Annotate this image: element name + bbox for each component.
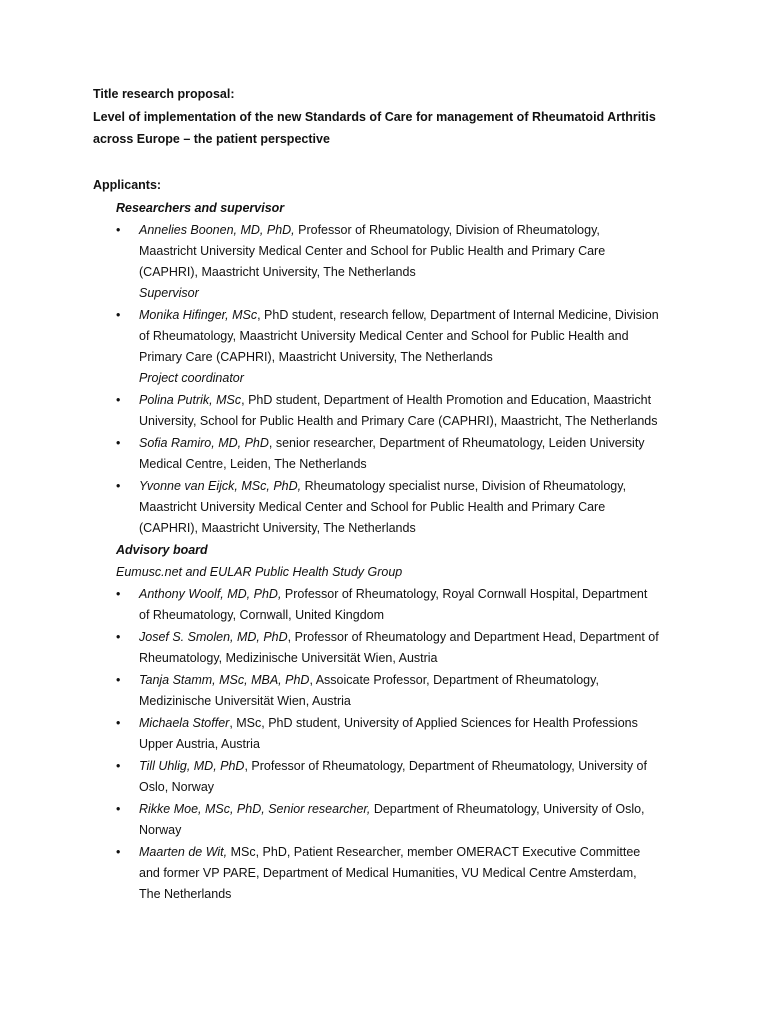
researcher-affiliation-line: University, School for Public Health and Primary Care (CAPHRI), Maastricht, The Netherlands — [139, 414, 658, 428]
researcher-item-ramiro — [139, 433, 645, 454]
researcher-affiliation: , PhD student, Department of Health Promotion and Education, Maastricht — [241, 393, 652, 407]
advisor-affiliation: , Professor of Rheumatology, Department of Rheumatology, University of — [244, 759, 647, 773]
researcher-affiliation-line: Primary Care (CAPHRI), Maastricht University, The Netherlands — [139, 350, 493, 364]
bullet: • — [116, 436, 121, 450]
researcher-name: Annelies Boonen, MD, PhD, — [139, 223, 295, 237]
bullet: • — [116, 630, 121, 644]
advisory-subheading: Eumusc.net and EULAR Public Health Study Group — [116, 565, 403, 579]
bullet: • — [116, 673, 121, 687]
advisor-name: Rikke Moe, MSc, PhD, Senior researcher, — [139, 802, 371, 816]
bullet: • — [116, 223, 121, 237]
researcher-affiliation: Rheumatology specialist nurse, Division of Rheumatology, — [301, 479, 627, 493]
advisor-name: Till Uhlig, MD, PhD — [139, 759, 245, 773]
title-line-2: across Europe – the patient perspective — [93, 132, 330, 146]
advisor-affiliation: , Professor of Rheumatology and Department Head, Department of — [287, 630, 659, 644]
bullet: • — [116, 759, 121, 773]
researcher-role: Supervisor — [139, 286, 199, 300]
researcher-affiliation-line: (CAPHRI), Maastricht University, The Netherlands — [139, 265, 416, 279]
advisor-affiliation-line: and former VP PARE, Department of Medical Humanities, VU Medical Centre Amsterdam, — [139, 866, 637, 880]
researcher-name: Monika Hifinger, MSc — [139, 308, 258, 322]
advisor-item-smolen — [139, 627, 659, 648]
title-label: Title research proposal: — [93, 87, 235, 101]
researcher-affiliation-line: Maastricht University Medical Center and School for Public Health and Primary Care — [139, 244, 606, 258]
researcher-affiliation-line: Maastricht University Medical Center and School for Public Health and Primary Care — [139, 500, 606, 514]
advisor-affiliation-line: The Netherlands — [139, 887, 232, 901]
title-line-1: Level of implementation of the new Standards of Care for management of Rheumatoid Arthritis — [93, 110, 656, 124]
advisor-name: Tanja Stamm, MSc, MBA, PhD — [139, 673, 310, 687]
advisor-item-woolf — [139, 584, 647, 605]
researcher-affiliation: , senior researcher, Department of Rheumatology, Leiden University — [268, 436, 645, 450]
advisor-affiliation-line: Rheumatology, Medizinische Universität Wien, Austria — [139, 651, 438, 665]
researcher-item-hifinger — [139, 305, 659, 326]
advisor-item-moe — [139, 799, 645, 820]
researcher-affiliation: , PhD student, research fellow, Department of Internal Medicine, Division — [257, 308, 659, 322]
researcher-name: Sofia Ramiro, MD, PhD — [139, 436, 269, 450]
researcher-name: Yvonne van Eijck, MSc, PhD, — [139, 479, 302, 493]
researcher-name: Polina Putrik, MSc — [139, 393, 242, 407]
bullet: • — [116, 308, 121, 322]
researcher-affiliation-line: Medical Centre, Leiden, The Netherlands — [139, 457, 367, 471]
bullet: • — [116, 802, 121, 816]
researcher-item-putrik — [139, 390, 651, 411]
researcher-item-boonen — [139, 220, 600, 241]
bullet: • — [116, 845, 121, 859]
advisory-heading: Advisory board — [116, 543, 208, 557]
advisor-item-uhlig — [139, 756, 647, 777]
bullet: • — [116, 716, 121, 730]
advisor-name: Josef S. Smolen — [139, 630, 231, 644]
advisor-affiliation-line: Upper Austria, Austria — [139, 737, 260, 751]
advisor-name: Anthony Woolf, MD, PhD, — [139, 587, 282, 601]
advisor-affiliation: Department of Rheumatology, University of Oslo, — [370, 802, 645, 816]
advisor-item-stoffer — [139, 713, 638, 734]
advisor-item-de-wit — [139, 842, 640, 863]
researcher-affiliation-line: (CAPHRI), Maastricht University, The Netherlands — [139, 521, 416, 535]
bullet: • — [116, 587, 121, 601]
bullet: • — [116, 479, 121, 493]
advisor-affiliation: Professor of Rheumatology, Royal Cornwall Hospital, Department — [281, 587, 648, 601]
advisor-affiliation: , Assoicate Professor, Department of Rheumatology, — [309, 673, 599, 687]
advisor-affiliation-line: Oslo, Norway — [139, 780, 215, 794]
bullet: • — [116, 393, 121, 407]
advisor-item-stamm — [139, 670, 599, 691]
advisor-affiliation-line: Norway — [139, 823, 182, 837]
advisor-affiliation-line: of Rheumatology, Cornwall, United Kingdom — [139, 608, 385, 622]
advisor-name: Maarten de Wit, — [139, 845, 228, 859]
advisor-name-credentials: , MD, PhD — [230, 630, 288, 644]
researcher-role: Project coordinator — [139, 371, 244, 385]
advisor-affiliation: , MSc, PhD student, University of Applied Sciences for Health Professions — [229, 716, 638, 730]
applicants-label: Applicants: — [93, 178, 162, 192]
advisor-name: Michaela Stoffer — [139, 716, 230, 730]
advisor-affiliation-line: Medizinische Universität Wien, Austria — [139, 694, 351, 708]
researcher-item-van-eijck — [139, 476, 626, 497]
researcher-affiliation: Professor of Rheumatology, Division of Rheumatology, — [294, 223, 600, 237]
researcher-affiliation-line: of Rheumatology, Maastricht University Medical Center and School for Public Health and — [139, 329, 629, 343]
researchers-heading: Researchers and supervisor — [116, 201, 285, 215]
advisor-affiliation: MSc, PhD, Patient Researcher, member OMERACT Executive Committee — [227, 845, 641, 859]
